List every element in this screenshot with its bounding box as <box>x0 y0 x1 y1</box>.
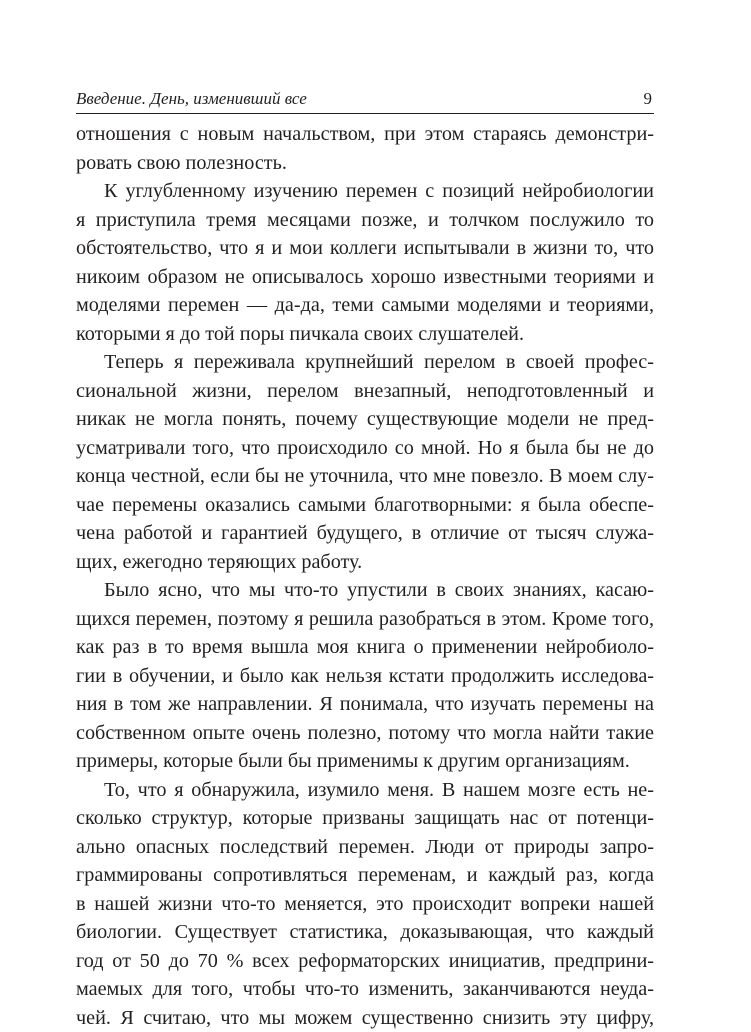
text-line: моделями перемен — да-да, теми самыми моделями и теориями, <box>76 291 654 320</box>
text-line: щих, ежегодно теряющих работу. <box>76 548 654 577</box>
text-line: отношения с новым начальством, при этом стараясь демонстри- <box>76 120 654 149</box>
text-line: никак не могла понять, почему существующие модели не пред- <box>76 405 654 434</box>
text-line: чена работой и гарантией будущего, в отличие от тысяч служа- <box>76 519 654 548</box>
text-line: щихся перемен, поэтому я решила разобраться в этом. Кроме того, <box>76 605 654 634</box>
text-line: чей. Я считаю, что мы можем существенно снизить эту цифру, <box>76 1004 654 1032</box>
text-line: чае перемены оказались самыми благотворными: я была обеспе- <box>76 491 654 520</box>
text-line: конца честной, если бы не уточнила, что мне повезло. В моем слу- <box>76 462 654 491</box>
text-line: ровать свою полезность. <box>76 149 654 178</box>
text-line: год от 50 до 70 % всех реформаторских инициатив, предприни- <box>76 947 654 976</box>
text-line: Было ясно, что мы что-то упустили в своих знаниях, касаю- <box>76 576 654 605</box>
text-line: биологии. Существует статистика, доказывающая, что каждый <box>76 918 654 947</box>
text-line: я приступила тремя месяцами позже, и толчком послужило то <box>76 206 654 235</box>
text-line: ально опасных последствий перемен. Люди от природы запро- <box>76 833 654 862</box>
text-line: примеры, которые были бы применимы к другим организациям. <box>76 747 654 776</box>
text-line: маемых для того, чтобы что-то изменить, заканчиваются неуда- <box>76 975 654 1004</box>
text-line: в нашей жизни что-то меняется, это происходит вопреки нашей <box>76 890 654 919</box>
header-rule <box>76 113 654 114</box>
text-line: То, что я обнаружила, изумило меня. В нашем мозге есть не- <box>76 776 654 805</box>
text-line: усматривали того, что происходило со мной. Но я была бы не до <box>76 434 654 463</box>
text-line: которыми я до той поры пичкала своих слушателей. <box>76 320 654 349</box>
page-header <box>76 88 654 114</box>
text-line: граммированы сопротивляться переменам, и каждый раз, когда <box>76 861 654 890</box>
text-line: сиональной жизни, перелом внезапный, неподготовленный и <box>76 377 654 406</box>
text-line: никоим образом не описывалось хорошо известными теориями и <box>76 263 654 292</box>
text-line: К углубленному изучению перемен с позиций нейробиологии <box>76 177 654 206</box>
text-line: сколько структур, которые призваны защищать нас от потенци- <box>76 804 654 833</box>
body-text <box>76 120 654 1032</box>
text-line: гии в обучении, и было как нельзя кстати продолжить исследова- <box>76 662 654 691</box>
text-line: Теперь я переживала крупнейший перелом в своей профес- <box>76 348 654 377</box>
text-line: собственном опыте очень полезно, потому что могла найти такие <box>76 719 654 748</box>
text-line: как раз в то время вышла моя книга о применении нейробиоло- <box>76 633 654 662</box>
text-line: обстоятельство, что я и мои коллеги испытывали в жизни то, что <box>76 234 654 263</box>
page-number: 9 <box>644 88 653 110</box>
text-line: ния в том же направлении. Я понимала, что изучать перемены на <box>76 690 654 719</box>
running-title: Введение. День, изменивший все <box>76 88 307 110</box>
